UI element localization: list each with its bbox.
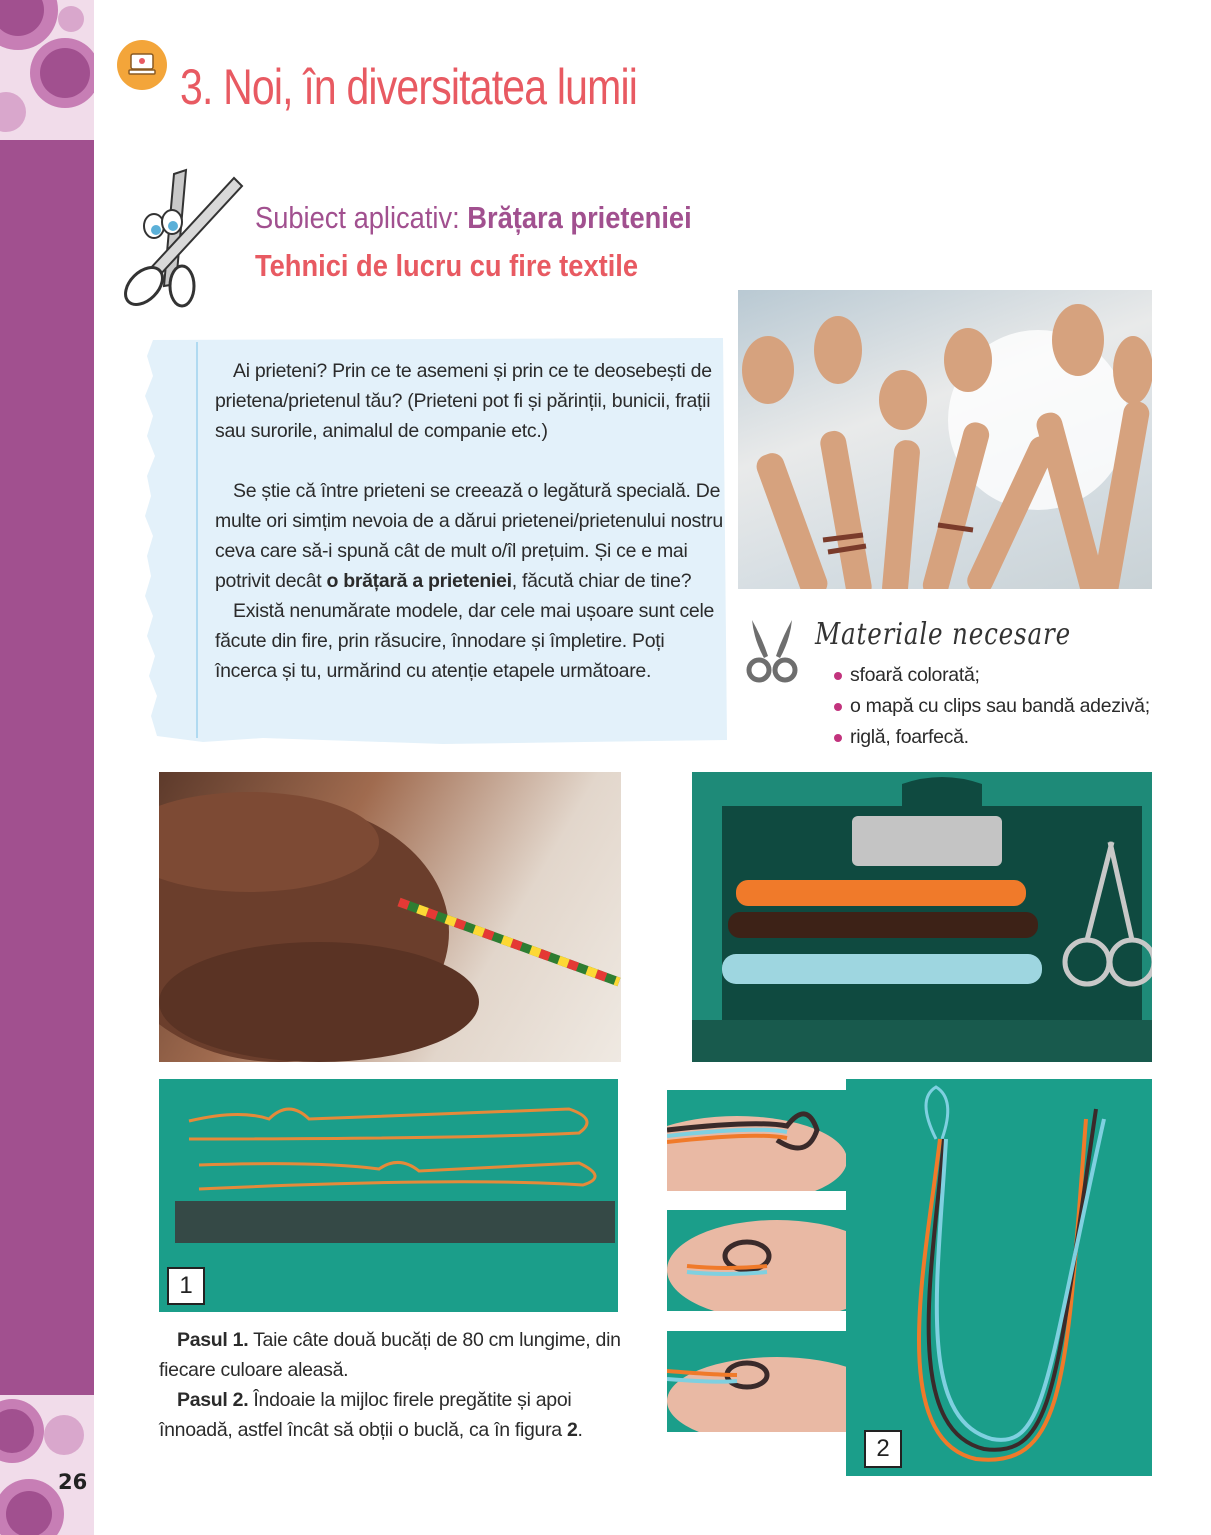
- intro-paragraph-2-bold: o brățară a prieteniei: [326, 570, 512, 592]
- scissors-icon: [744, 618, 800, 684]
- step-2-text-end: .: [577, 1419, 583, 1441]
- intro-paragraph-2-start: Se știe că între prieteni se creează o legătură specială. De multe ori simțim nevoia de a dărui prietenei/prietenului nostru ceva care să-i spună cât de mult o/îl prețuim. Și ce e mai potrivit decât: [215, 480, 723, 592]
- photo-materials-clipboard: [692, 772, 1152, 1062]
- step-1-text: Taie câte două bucăți de 80 cm lungime, din fiecare culoare aleasă.: [159, 1329, 621, 1381]
- computer-icon: [117, 40, 167, 90]
- materials-item: sfoară colorată;: [832, 660, 1150, 691]
- materials-list: [832, 660, 1150, 753]
- subject-label: Subiect aplicativ:: [255, 200, 468, 235]
- photo-braid-in-hand: [159, 772, 621, 1062]
- step-2: [159, 1385, 629, 1445]
- steps-text: [159, 1325, 629, 1445]
- step-2-label: Pasul 2.: [177, 1389, 249, 1411]
- intro-paragraph-2-end: , făcută chiar de tine?: [511, 570, 692, 592]
- step-2-figure-ref: 2: [566, 1419, 578, 1441]
- figure-number-1: 1: [167, 1267, 205, 1305]
- photo-step-2-loop: [846, 1079, 1152, 1476]
- step-2-text-start: Îndoaie la mijloc firele pregătite și apoi înnoadă, astfel încât să obții o buclă, ca în figura: [159, 1389, 572, 1441]
- intro-paragraph-3: Există nenumărate modele, dar cele mai ușoare sunt cele făcute din fire, prin răsucire, înnodare și împletire. Poți încerca și tu, urmărind cu atenție etapele următoare.: [215, 600, 715, 682]
- materials-item: o mapă cu clips sau bandă adezivă;: [832, 691, 1150, 722]
- subject-value: Brățara prieteniei: [467, 200, 692, 235]
- figure-number-2: 2: [864, 1430, 902, 1468]
- intro-text: [215, 356, 725, 686]
- intro-paragraph-2: [215, 476, 725, 596]
- side-decoration-bottom: [0, 1395, 94, 1535]
- photo-step-1-threads: [159, 1079, 618, 1312]
- photo-raised-hands: [738, 290, 1152, 589]
- materials-title: Materiale necesare: [815, 617, 1071, 652]
- lesson-title: 3. Noi, în diversitatea lumii: [180, 59, 638, 115]
- scissors-character-icon: [116, 166, 246, 311]
- intro-paragraph-1: Ai prieteni? Prin ce te asemeni și prin ce te deosebești de prietena/prietenul tău? (Prieteni pot fi și părinții, bunicii, frații sau surorile, animalul de companie etc.): [215, 360, 712, 442]
- step-1: [159, 1325, 629, 1385]
- photo-knot-step-a: [667, 1090, 857, 1191]
- materials-item: riglă, foarfecă.: [832, 722, 1150, 753]
- photo-knot-step-c: [667, 1331, 857, 1432]
- page-number: 26: [58, 1470, 88, 1494]
- technique-heading: Tehnici de lucru cu fire textile: [255, 248, 639, 283]
- side-decoration-top: [0, 0, 94, 140]
- subject-heading: [255, 200, 692, 236]
- photo-knot-step-b: [667, 1210, 857, 1311]
- step-1-label: Pasul 1.: [177, 1329, 249, 1351]
- side-bar: [0, 140, 94, 1395]
